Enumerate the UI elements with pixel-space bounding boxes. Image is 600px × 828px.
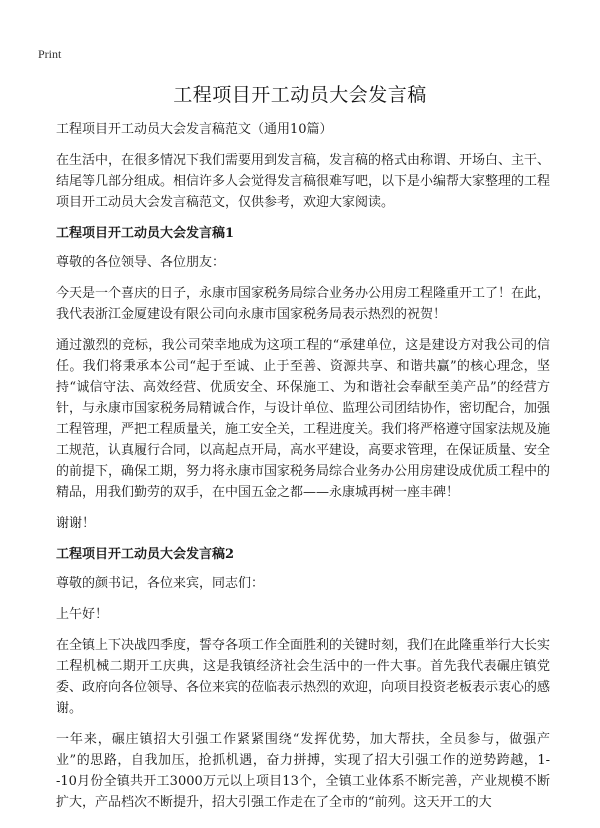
section1-greeting: 尊敬的各位领导、各位朋友：: [56, 255, 226, 270]
section1-thanks: 谢谢！: [56, 516, 96, 531]
section2-greeting: 尊敬的颜书记，各位来宾，同志们：: [56, 576, 265, 591]
section-heading-1: 工程项目开工动员大会发言稿1: [56, 226, 235, 241]
document-subtitle: 工程项目开工动员大会发言稿范文（通用10篇）: [56, 122, 333, 137]
section2-paragraph-2: 一年来，碾庄镇招大引强工作紧紧围绕“发挥优势，加大帮扶，全员参与，做强产业”的思路，自我加压，抢抓机遇，奋力拼搏，实现了招大引强工作的逆势跨越，1--10月份全镇共开工3000万元以上项目13个，全镇工业体系不断完善，产业规模不断扩大，产品档次不断提升，招大引强工作走在了全市的“前列。这天开工的大: [56, 732, 550, 810]
page-title: 工程项目开工动员大会发言稿: [173, 84, 427, 106]
section-heading-2: 工程项目开工动员大会发言稿2: [56, 547, 235, 562]
section1-paragraph-1: 今天是一个喜庆的日子，永康市国家税务局综合业务办公用房工程隆重开工了！在此，我代表浙江金厦建设有限公司向永康市国家税务局表示热烈的祝贺！: [56, 286, 551, 322]
intro-paragraph: 在生活中，在很多情况下我们需要用到发言稿，发言稿的格式由称谓、开场白、主干、结尾等几部分组成。相信许多人会觉得发言稿很难写吧，以下是小编帮大家整理的工程项目开工动员大会发言稿范文，仅供参考，欢迎大家阅读。: [56, 153, 551, 210]
document-body: [56, 119, 550, 823]
section2-paragraph-1: 在全镇上下决战四季度，誓夺各项工作全面胜利的关键时刻，我们在此隆重举行大长实工程机械二期开工庆典，这是我镇经济社会生活中的一件大事。首先我代表碾庄镇党委、政府向各位领导、各位来宾的莅临表示热烈的欢迎，向项目投资老板表示衷心的感谢。: [56, 638, 551, 716]
section1-paragraph-2: 通过激烈的竞标，我公司荣幸地成为这项工程的“承建单位，这是建设方对我公司的信任。我们将秉承本公司“起于至诚、止于至善、资源共享、和谐共赢”的核心理念，坚持“诚信守法、高效经营、优质安全、环保施工、为和谐社会奉献至美产品”的经营方针，与永康市国家税务局精诚合作，与设计单位、监理公司团结协作，密切配合，加强工程管理，严把工程质量关，施工安全关，工程进度关。我们将严格遵守国家法规及施工规范，认真履行合同，以高起点开局，高水平建设，高要求管理，在保证质量、安全的前提下，确保工期，努力将永康市国家税务局综合业务办公用房建设成优质工程中的精品，用我们勤劳的双手，在中国五金之都——永康城再树一座丰碑！: [56, 338, 551, 500]
section2-morning: 上午好！: [56, 607, 109, 622]
print-label[interactable]: Print: [38, 47, 62, 61]
